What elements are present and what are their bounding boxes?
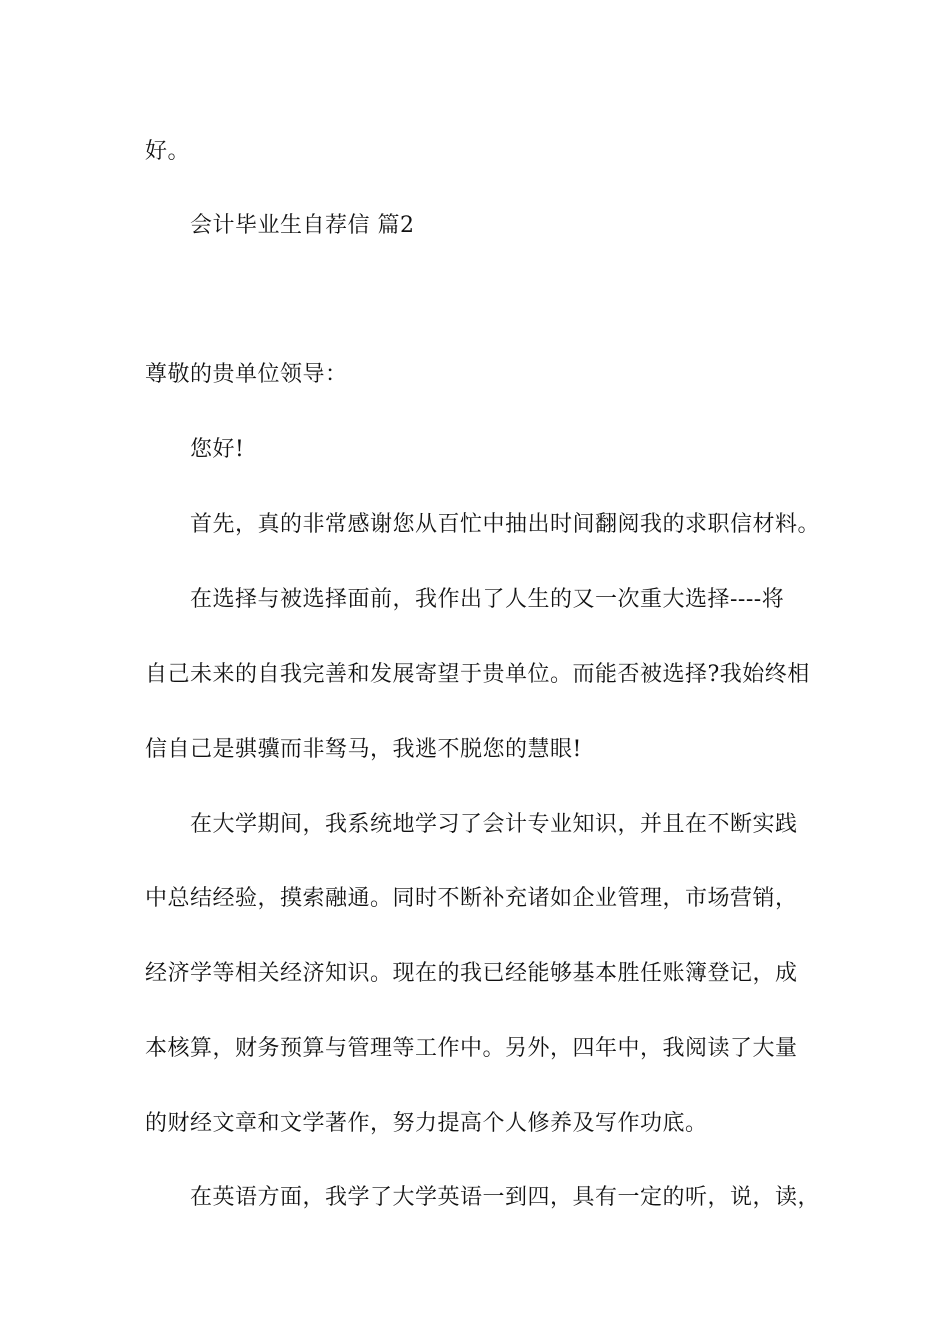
- paragraph-line: 首先，真的非常感谢您从百忙中抽出时间翻阅我的求职信材料。: [190, 512, 821, 537]
- section-heading: 会计毕业生自荐信 篇2: [190, 213, 415, 238]
- paragraph-line: 在选择与被选择面前，我作出了人生的又一次重大选择----将: [190, 587, 785, 612]
- paragraph-line: 信自己是骐骥而非驽马，我逃不脱您的慧眼!: [145, 737, 582, 762]
- salutation: 尊敬的贵单位领导：: [145, 362, 348, 387]
- paragraph-line: 经济学等相关经济知识。现在的我已经能够基本胜任账簿登记，成: [145, 961, 798, 986]
- greeting: 您好!: [190, 437, 245, 462]
- paragraph-line: 的财经文章和文学著作，努力提高个人修养及写作功底。: [145, 1111, 708, 1136]
- paragraph-line: 本核算，财务预算与管理等工作中。另外，四年中，我阅读了大量: [145, 1036, 798, 1061]
- paragraph-line: 自己未来的自我完善和发展寄望于贵单位。而能否被选择?我始终相: [145, 662, 810, 687]
- paragraph-end-line: 好。: [145, 139, 191, 164]
- paragraph-line: 中总结经验，摸索融通。同时不断补充诸如企业管理，市场营销，: [145, 886, 798, 911]
- paragraph-line: 在大学期间，我系统地学习了会计专业知识，并且在不断实践: [190, 812, 798, 837]
- paragraph-line: 在英语方面，我学了大学英语一到四，具有一定的听，说，读，: [190, 1185, 821, 1210]
